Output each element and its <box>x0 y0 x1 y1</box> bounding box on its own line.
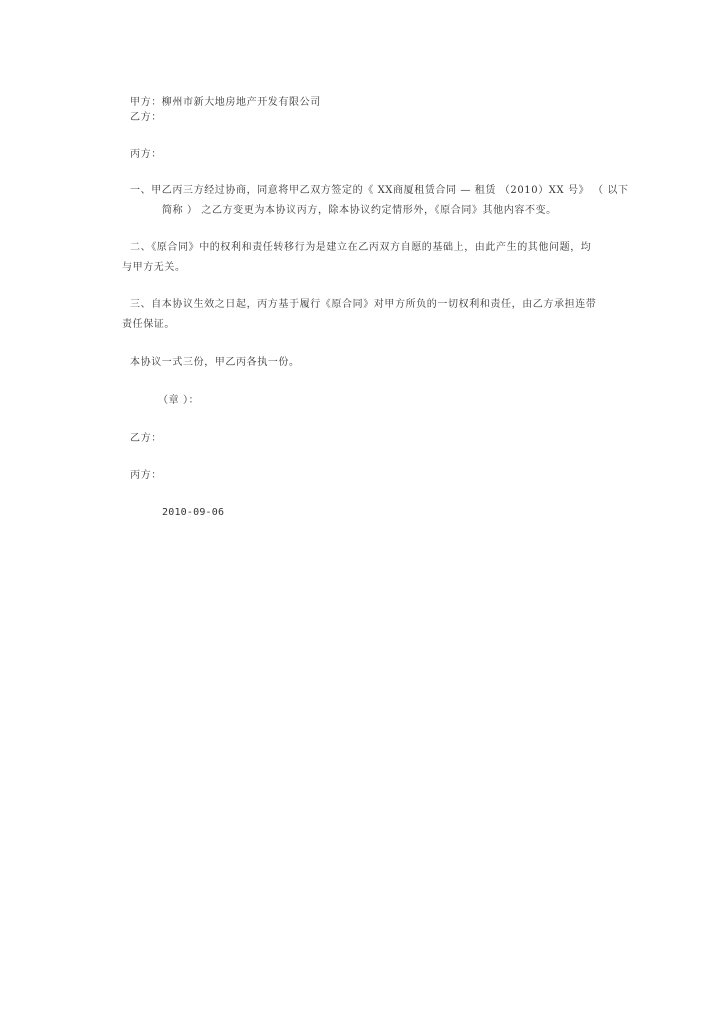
copies-note: 本协议一式三份，甲乙丙各执一份。 <box>130 357 300 368</box>
clause-3-line-2: 责任保证。 <box>122 319 175 330</box>
signature-party-c: 丙方： <box>130 470 162 481</box>
party-c-line: 丙方： <box>130 149 162 160</box>
party-b-line: 乙方： <box>130 112 162 123</box>
seal-line: （章 ）： <box>158 395 200 406</box>
clause-1-line-2: 简称 ） 之乙方变更为本协议丙方，除本协议约定情形外，《原合同》其他内容不变。 <box>162 205 557 216</box>
clause-3-line-1: 三、自本协议生效之日起，丙方基于履行《原合同》对甲方所负的一切权利和责任，由乙方承担连带 <box>130 299 597 310</box>
document-date: 2010-09-06 <box>162 507 225 518</box>
clause-1-line-1: 一、甲乙丙三方经过协商，同意将甲乙双方签定的《 XX商厦租赁合同 — 租赁 （2010）XX 号》 （ 以下 <box>130 185 629 196</box>
clause-2-line-1: 二、《原合同》中的权利和责任转移行为是建立在乙丙双方自愿的基础上，由此产生的其他问题，均 <box>130 242 592 253</box>
signature-party-b: 乙方： <box>130 433 162 444</box>
clause-2-line-2: 与甲方无关。 <box>122 262 186 273</box>
party-a-line: 甲方：柳州市新大地房地产开发有限公司 <box>130 97 321 108</box>
